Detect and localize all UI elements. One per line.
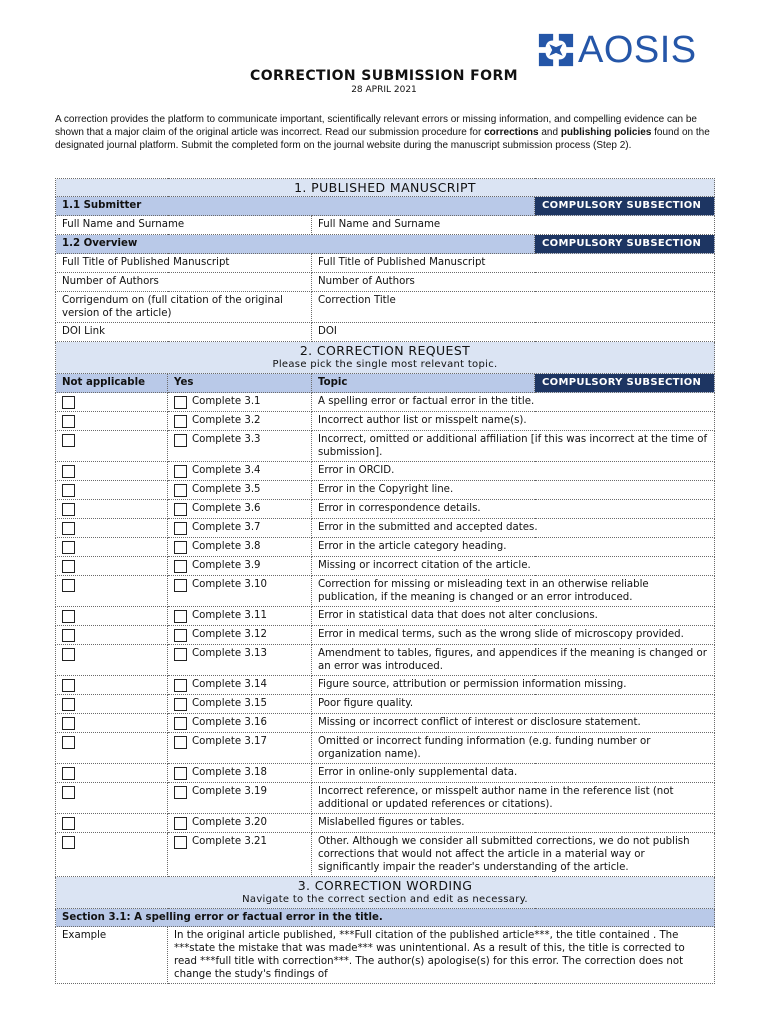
yes-checkbox-wrap [174,502,192,516]
yes-checkbox-wrap [174,540,192,554]
yes-checkbox-wrap [174,464,192,478]
complete-label: Complete 3.5 [192,484,261,495]
complete-label: Complete 3.6 [192,503,261,514]
yes-cell [168,557,312,576]
complete-label: Complete 3.18 [192,767,268,778]
request-row [56,557,715,576]
section3-header [56,877,715,909]
topic-text: Error in ORCID. [312,462,715,481]
yes-checkbox-wrap [174,678,192,692]
request-row [56,393,715,412]
topic-text: Error in statistical data that does not alter conclusions. [312,607,715,626]
yes-checkbox[interactable] [174,465,187,478]
yes-checkbox[interactable] [174,836,187,849]
not-applicable-checkbox[interactable] [62,610,75,623]
not-applicable-cell [56,833,168,877]
request-row [56,764,715,783]
aosis-logo [537,29,697,71]
yes-checkbox-wrap [174,735,192,749]
yes-checkbox[interactable] [174,817,187,830]
complete-label: Complete 3.1 [192,396,261,407]
request-row [56,814,715,833]
complete-label: Complete 3.17 [192,736,268,747]
yes-checkbox-wrap [174,697,192,711]
complete-label: Complete 3.20 [192,817,268,828]
overview-row [56,273,715,292]
yes-cell [168,519,312,538]
overview-heading: 1.2 Overview [56,235,535,254]
topic-text: Incorrect, omitted or additional affiliation [if this was incorrect at the time of submission]. [312,431,715,462]
request-row [56,714,715,733]
not-applicable-cell [56,626,168,645]
not-applicable-cell [56,393,168,412]
not-applicable-checkbox[interactable] [62,679,75,692]
not-applicable-cell [56,576,168,607]
not-applicable-cell [56,500,168,519]
example-text[interactable]: In the original article published, ***Full citation of the published article***, the title contained . The ***state the mistake that was made*** was unintentional. As a result of this, the title is corrected to read ***full title with correction***. The author(s) apologise(s) for this error. The correction does not change the study's findings of [168,927,715,984]
yes-checkbox[interactable] [174,415,187,428]
compulsory-badge: COMPULSORY SUBSECTION [535,235,714,253]
not-applicable-cell [56,764,168,783]
not-applicable-checkbox[interactable] [62,415,75,428]
not-applicable-checkbox[interactable] [62,786,75,799]
section2-title: 2. CORRECTION REQUEST [299,343,471,358]
not-applicable-cell [56,519,168,538]
topic-text: Missing or incorrect conflict of interest or disclosure statement. [312,714,715,733]
complete-label: Complete 3.19 [192,786,268,797]
topic-text: Incorrect author list or misspelt name(s). [312,412,715,431]
complete-label: Complete 3.12 [192,629,268,640]
yes-cell [168,462,312,481]
topic-text: A spelling error or factual error in the title. [312,393,715,412]
yes-checkbox[interactable] [174,541,187,554]
yes-checkbox[interactable] [174,610,187,623]
not-applicable-checkbox[interactable] [62,767,75,780]
intro-text-3: found on the designated journal platform. Submit the completed form on the journal website during the manuscript submission process (Step 2). [55,127,710,151]
request-row [56,626,715,645]
compulsory-badge: COMPULSORY SUBSECTION [535,374,714,392]
yes-checkbox-wrap [174,433,192,447]
yes-checkbox[interactable] [174,736,187,749]
yes-checkbox[interactable] [174,629,187,642]
not-applicable-checkbox[interactable] [62,817,75,830]
complete-label: Complete 3.8 [192,541,261,552]
yes-checkbox[interactable] [174,503,187,516]
not-applicable-checkbox[interactable] [62,396,75,409]
submitter-rows [56,216,715,235]
yes-checkbox[interactable] [174,648,187,661]
not-applicable-checkbox[interactable] [62,560,75,573]
example-row [56,927,715,984]
not-applicable-cell [56,714,168,733]
overview-row [56,292,715,323]
col-topic: Topic [312,374,535,393]
not-applicable-cell [56,607,168,626]
topic-text: Amendment to tables, figures, and appendices if the meaning is changed or an error was introduced. [312,645,715,676]
yes-checkbox[interactable] [174,698,187,711]
yes-checkbox-wrap [174,766,192,780]
form-date: 28 APRIL 2021 [351,85,417,95]
topic-text: Correction for missing or misleading text in an otherwise reliable publication, if the meaning is changed or an error introduced. [312,576,715,607]
yes-cell [168,733,312,764]
yes-checkbox-wrap [174,816,192,830]
complete-label: Complete 3.3 [192,434,261,445]
corrections-link[interactable]: corrections [484,127,539,138]
yes-checkbox-wrap [174,628,192,642]
topic-text: Error in the article category heading. [312,538,715,557]
section1-title: 1. PUBLISHED MANUSCRIPT [56,179,715,197]
example-label: Example [56,927,168,984]
yes-cell [168,576,312,607]
not-applicable-cell [56,645,168,676]
not-applicable-checkbox[interactable] [62,698,75,711]
section31-subheader [56,909,715,927]
field-input[interactable]: Correction Title [312,292,715,323]
intro-text-1: A correction provides the platform to communicate important, scientifically relevant errors or missing information, and compelling evidence can be shown that a major claim of the original article was incorrect. Read our submission procedure for [55,114,697,138]
yes-cell [168,814,312,833]
topic-text: Missing or incorrect citation of the article. [312,557,715,576]
col-yes: Yes [168,374,312,393]
request-row [56,481,715,500]
submitter-subheader [56,197,715,216]
complete-label: Complete 3.2 [192,415,261,426]
yes-checkbox[interactable] [174,396,187,409]
not-applicable-cell [56,814,168,833]
overview-row [56,254,715,273]
field-input[interactable]: Full Name and Surname [312,216,715,235]
yes-checkbox-wrap [174,647,192,661]
yes-checkbox[interactable] [174,522,187,535]
yes-checkbox-wrap [174,578,192,592]
form-title: CORRECTION SUBMISSION FORM [250,68,518,84]
complete-label: Complete 3.9 [192,560,261,571]
yes-checkbox[interactable] [174,434,187,447]
topic-text: Error in correspondence details. [312,500,715,519]
request-row [56,412,715,431]
topic-text: Incorrect reference, or misspelt author name in the reference list (not additional or updated references or citations). [312,783,715,814]
section3-title: 3. CORRECTION WORDING [297,878,473,893]
not-applicable-checkbox[interactable] [62,503,75,516]
overview-row [56,323,715,342]
not-applicable-cell [56,695,168,714]
topic-text: Error in medical terms, such as the wrong slide of microscopy provided. [312,626,715,645]
complete-label: Complete 3.14 [192,679,268,690]
yes-checkbox[interactable] [174,484,187,497]
complete-label: Complete 3.21 [192,836,268,847]
section31-heading: Section 3.1: A spelling error or factual error in the title. [56,909,715,927]
intro-paragraph [55,113,717,152]
yes-checkbox[interactable] [174,679,187,692]
topic-text: Other. Although we consider all submitted corrections, we do not publish corrections that would not affect the article in a material way or significantly impair the reader's understanding of the article. [312,833,715,877]
yes-cell [168,538,312,557]
topic-text: Error in the submitted and accepted dates. [312,519,715,538]
section2-header [56,342,715,374]
topic-text: Mislabelled figures or tables. [312,814,715,833]
yes-checkbox[interactable] [174,560,187,573]
request-row [56,833,715,877]
yes-checkbox[interactable] [174,717,187,730]
request-column-headers [56,374,715,393]
request-row [56,462,715,481]
submitter-row [56,216,715,235]
correction-request-rows [56,393,715,877]
not-applicable-checkbox[interactable] [62,434,75,447]
not-applicable-checkbox[interactable] [62,648,75,661]
not-applicable-checkbox[interactable] [62,836,75,849]
yes-checkbox-wrap [174,609,192,623]
not-applicable-cell [56,783,168,814]
yes-checkbox-wrap [174,483,192,497]
yes-checkbox[interactable] [174,786,187,799]
submission-form-table [55,178,715,984]
request-row [56,676,715,695]
intro-text-2: and [538,127,561,138]
yes-cell [168,626,312,645]
yes-cell [168,412,312,431]
request-row [56,538,715,557]
section1-header [56,179,715,197]
complete-label: Complete 3.7 [192,522,261,533]
field-input[interactable]: Number of Authors [312,273,715,292]
yes-checkbox[interactable] [174,767,187,780]
request-row [56,500,715,519]
not-applicable-cell [56,462,168,481]
yes-cell [168,481,312,500]
not-applicable-checkbox[interactable] [62,717,75,730]
field-input[interactable]: DOI [312,323,715,342]
not-applicable-checkbox[interactable] [62,579,75,592]
request-row [56,607,715,626]
yes-checkbox[interactable] [174,579,187,592]
not-applicable-checkbox[interactable] [62,629,75,642]
field-label: DOI Link [56,323,312,342]
topic-text: Omitted or incorrect funding information (e.g. funding number or organization name). [312,733,715,764]
yes-checkbox-wrap [174,785,192,799]
overview-rows [56,254,715,342]
yes-cell [168,833,312,877]
complete-label: Complete 3.4 [192,465,261,476]
not-applicable-cell [56,557,168,576]
compulsory-badge: COMPULSORY SUBSECTION [535,197,714,215]
request-row [56,783,715,814]
request-row [56,431,715,462]
topic-text: Error in the Copyright line. [312,481,715,500]
aosis-logo-text: AOSIS [578,29,697,71]
yes-cell [168,431,312,462]
publishing-policies-link[interactable]: publishing policies [560,127,652,138]
yes-cell [168,676,312,695]
yes-cell [168,500,312,519]
yes-cell [168,645,312,676]
not-applicable-checkbox[interactable] [62,465,75,478]
complete-label: Complete 3.16 [192,717,268,728]
not-applicable-cell [56,733,168,764]
request-row [56,576,715,607]
submitter-heading: 1.1 Submitter [56,197,535,216]
topic-text: Figure source, attribution or permission information missing. [312,676,715,695]
col-not-applicable: Not applicable [56,374,168,393]
request-row [56,519,715,538]
section3-subtitle: Navigate to the correct section and edit as necessary. [242,894,528,905]
topic-text: Poor figure quality. [312,695,715,714]
yes-cell [168,783,312,814]
field-label: Full Name and Surname [56,216,312,235]
complete-label: Complete 3.13 [192,648,268,659]
not-applicable-cell [56,481,168,500]
request-row [56,695,715,714]
not-applicable-cell [56,538,168,557]
complete-label: Complete 3.10 [192,579,268,590]
yes-checkbox-wrap [174,716,192,730]
yes-checkbox-wrap [174,835,192,849]
complete-label: Complete 3.11 [192,610,268,621]
not-applicable-checkbox[interactable] [62,541,75,554]
yes-cell [168,393,312,412]
not-applicable-checkbox[interactable] [62,484,75,497]
complete-label: Complete 3.15 [192,698,268,709]
yes-checkbox-wrap [174,521,192,535]
topic-text: Error in online-only supplemental data. [312,764,715,783]
field-label: Full Title of Published Manuscript [56,254,312,273]
section2-subtitle: Please pick the single most relevant topic. [272,359,498,370]
request-row [56,733,715,764]
not-applicable-checkbox[interactable] [62,522,75,535]
not-applicable-cell [56,676,168,695]
yes-cell [168,714,312,733]
yes-cell [168,764,312,783]
yes-checkbox-wrap [174,414,192,428]
overview-subheader [56,235,715,254]
field-input[interactable]: Full Title of Published Manuscript [312,254,715,273]
yes-cell [168,607,312,626]
aosis-logo-icon [537,31,575,69]
yes-checkbox-wrap [174,559,192,573]
yes-checkbox-wrap [174,395,192,409]
not-applicable-cell [56,431,168,462]
request-row [56,645,715,676]
field-label: Corrigendum on (full citation of the original version of the article) [56,292,312,323]
not-applicable-cell [56,412,168,431]
field-label: Number of Authors [56,273,312,292]
not-applicable-checkbox[interactable] [62,736,75,749]
yes-cell [168,695,312,714]
